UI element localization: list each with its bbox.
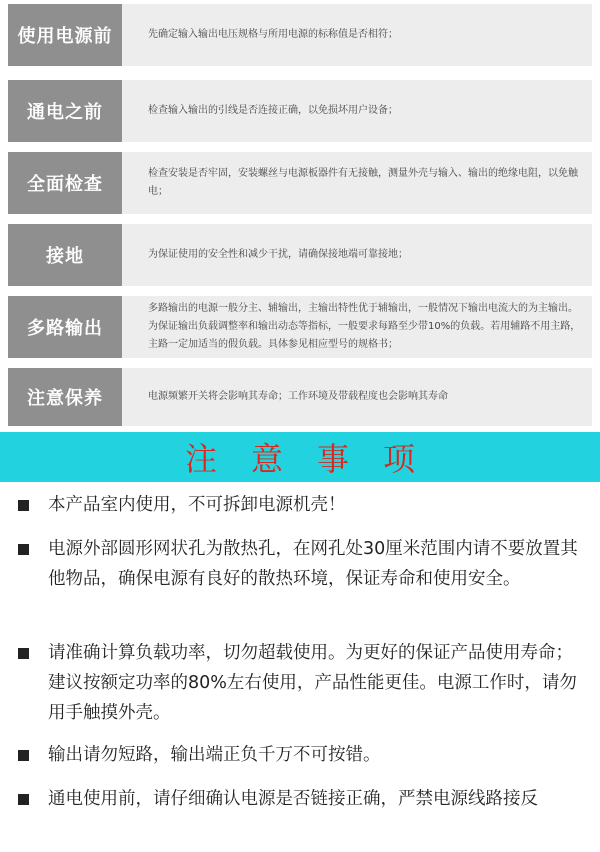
row-description: 电源频繁开关将会影响其寿命；工作环境及带载程度也会影响其寿命	[148, 391, 448, 402]
row-label: 通电之前	[8, 80, 122, 142]
checklist-row	[8, 368, 592, 426]
checklist-row	[8, 4, 592, 66]
square-bullet-icon	[18, 500, 29, 511]
row-label: 接地	[8, 224, 122, 286]
checklist-row	[8, 224, 592, 286]
row-description: 为保证使用的安全性和减少干扰，请确保接地端可靠接地；	[148, 249, 408, 260]
row-description: 先确定输入输出电压规格与所用电源的标称值是否相符；	[148, 29, 398, 40]
notes-banner	[0, 432, 600, 482]
note-text: 本产品室内使用，不可拆卸电源机壳！	[48, 495, 346, 515]
row-description: 检查安装是否牢固，安装螺丝与电源板器件有无接触，测量外壳与输入、输出的绝缘电阻，以免触电；	[148, 168, 578, 197]
note-text: 输出请勿短路，输出端正负千万不可按错。	[48, 745, 381, 765]
list-item	[18, 534, 586, 594]
square-bullet-icon	[18, 794, 29, 805]
list-item	[18, 740, 586, 770]
row-label: 多路输出	[8, 296, 122, 358]
note-text: 电源外部圆形网状孔为散热孔，在网孔处30厘米范围内请不要放置其他物品，确保电源有良好的散热环境，保证寿命和使用安全。	[48, 539, 578, 589]
square-bullet-icon	[18, 648, 29, 659]
row-description: 多路输出的电源一般分主、辅输出，主输出特性优于辅输出，一般情况下输出电流大的为主输出。为保证输出负载调整率和输出动态等指标，一般要求每路至少带10%的负载。若用辅路不用主路，主路一定加适当的假负载。具体参见相应型号的规格书；	[148, 303, 581, 350]
checklist-row	[8, 80, 592, 142]
note-text: 请准确计算负载功率，切勿超载使用。为更好的保证产品使用寿命；建议按额定功率的80%左右使用，产品性能更佳。电源工作时，请勿用手触摸外壳。	[48, 643, 577, 723]
checklist-row	[8, 152, 592, 214]
list-item	[18, 638, 586, 728]
note-text: 通电使用前，请仔细确认电源是否链接正确，严禁电源线路接反	[48, 789, 538, 809]
notes-list	[0, 482, 600, 852]
row-label: 全面检查	[8, 152, 122, 214]
square-bullet-icon	[18, 750, 29, 761]
row-description: 检查输入输出的引线是否连接正确，以免损坏用户设备；	[148, 105, 398, 116]
banner-title: 注意事项	[184, 440, 449, 478]
checklist-row	[8, 296, 592, 358]
row-label: 使用电源前	[8, 4, 122, 66]
row-label: 注意保养	[8, 368, 122, 426]
list-item	[18, 784, 586, 814]
square-bullet-icon	[18, 544, 29, 555]
list-item	[18, 490, 586, 520]
